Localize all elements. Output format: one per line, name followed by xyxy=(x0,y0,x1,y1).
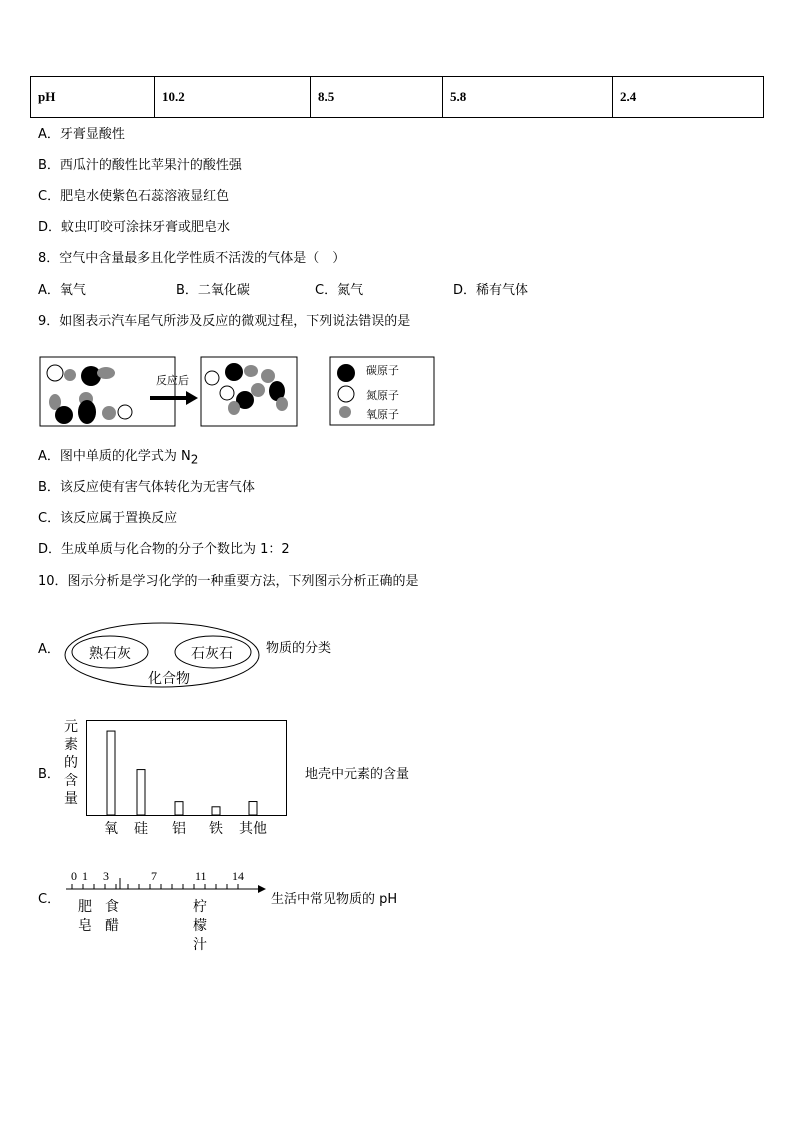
tick-label: 3 xyxy=(103,869,109,883)
table-cell: pH xyxy=(31,77,155,118)
oxygen-atom xyxy=(244,365,258,377)
q8-stem: 8．空气中含量最多且化学性质不活泼的气体是（ ） xyxy=(38,251,346,266)
q7-option-d: D．蚊虫叮咬可涂抹牙膏或肥皂水 xyxy=(38,220,231,235)
item-char: 柠 xyxy=(193,899,207,915)
q7-option-c: C．肥皂水使紫色石蕊溶液显红色 xyxy=(38,189,230,204)
x-tick-label: 氧 xyxy=(104,821,118,837)
tick-label: 14 xyxy=(232,869,244,883)
ylabel-char: 素 xyxy=(64,737,78,753)
item-char: 食 xyxy=(105,899,119,915)
q8-option-b: B．二氧化碳 xyxy=(176,283,250,298)
tick-label: 1 xyxy=(82,869,88,883)
ylabel-char: 的 xyxy=(64,755,78,771)
classification-diagram xyxy=(62,621,272,693)
q9-option-b: B．该反应使有害气体转化为无害气体 xyxy=(38,480,255,495)
oxygen-atom xyxy=(251,383,265,397)
carbon-atom xyxy=(78,400,96,424)
oxygen-atom xyxy=(102,406,116,420)
item-char: 汁 xyxy=(193,937,207,953)
q8-option-d: D．稀有气体 xyxy=(453,283,529,298)
item-char: 檬 xyxy=(193,918,207,934)
item-char: 醋 xyxy=(105,918,119,934)
ph-table xyxy=(30,76,764,118)
q7-option-b: B．西瓜汁的酸性比苹果汁的酸性强 xyxy=(38,158,242,173)
table-row xyxy=(31,77,764,118)
subscript-2: 2 xyxy=(190,452,199,467)
table-cell: 2.4 xyxy=(613,77,764,118)
carbon-atom xyxy=(225,363,243,381)
q8-option-a: A．氧气 xyxy=(38,283,86,298)
item-char: 皂 xyxy=(78,918,92,934)
chart-bar xyxy=(249,802,257,815)
tick-label: 11 xyxy=(195,869,207,883)
nitrogen-atom xyxy=(47,365,63,381)
item-char: 肥 xyxy=(78,899,92,915)
q10-option-c-caption: 生活中常见物质的 pH xyxy=(271,892,398,907)
x-tick-label: 铝 xyxy=(172,821,186,837)
legend-nitrogen: 氮原子 xyxy=(366,389,399,402)
nitrogen-legend-icon xyxy=(338,386,354,402)
ph-scale xyxy=(62,866,268,956)
q10-option-a-caption: 物质的分类 xyxy=(266,641,332,656)
chart-bar xyxy=(107,731,115,815)
x-tick-label: 硅 xyxy=(134,821,148,837)
q10-option-c-letter: C． xyxy=(38,892,61,907)
legend-carbon: 碳原子 xyxy=(366,364,399,377)
q9-stem: 9．如图表示汽车尾气所涉及反应的微观过程，下列说法错误的是 xyxy=(38,314,411,329)
table-cell: 10.2 xyxy=(155,77,311,118)
q10-option-a-letter: A． xyxy=(38,642,60,657)
oxygen-atom xyxy=(97,367,115,379)
scale-arrowhead xyxy=(258,885,266,893)
x-tick-label: 铁 xyxy=(209,821,223,837)
oxygen-atom xyxy=(228,401,240,415)
carbon-legend-icon xyxy=(337,364,355,382)
table-cell: 5.8 xyxy=(443,77,613,118)
tick-label: 0 xyxy=(71,869,77,883)
chart-bar xyxy=(137,770,145,815)
reaction-arrow xyxy=(150,391,198,405)
nitrogen-atom xyxy=(220,386,234,400)
chart-ylabel xyxy=(64,718,80,808)
oxygen-legend-icon xyxy=(339,406,351,418)
inner-label-right: 石灰石 xyxy=(191,646,233,662)
ylabel-char: 量 xyxy=(64,791,78,807)
q9-option-a-text: A．图中单质的化学式为 N xyxy=(38,449,191,464)
q10-option-b-letter: B． xyxy=(38,767,60,782)
inner-label-left: 熟石灰 xyxy=(89,646,131,662)
reaction-diagram xyxy=(38,352,438,430)
oxygen-atom xyxy=(261,369,275,383)
q10-stem: 10．图示分析是学习化学的一种重要方法，下列图示分析正确的是 xyxy=(38,574,419,589)
q9-option-d: D．生成单质与化合物的分子个数比为 1：2 xyxy=(38,542,290,557)
nitrogen-atom xyxy=(205,371,219,385)
arrow-label: 反应后 xyxy=(156,374,189,387)
carbon-atom xyxy=(55,406,73,424)
nitrogen-atom xyxy=(118,405,132,419)
ylabel-char: 元 xyxy=(64,719,78,735)
element-content-chart xyxy=(86,720,298,842)
carbon-atom xyxy=(81,366,101,386)
ylabel-char: 含 xyxy=(64,773,78,789)
q7-option-a: A．牙膏显酸性 xyxy=(38,127,125,142)
oxygen-atom xyxy=(64,369,76,381)
tick-label: 7 xyxy=(151,869,157,883)
q9-option-c: C．该反应属于置换反应 xyxy=(38,511,178,526)
x-tick-label: 其他 xyxy=(239,821,267,837)
legend-oxygen: 氧原子 xyxy=(366,408,399,421)
oxygen-atom xyxy=(276,397,288,411)
outer-label: 化合物 xyxy=(148,671,190,687)
q8-option-c: C．氮气 xyxy=(315,283,364,298)
q10-option-b-caption: 地壳中元素的含量 xyxy=(305,767,410,782)
table-cell: 8.5 xyxy=(311,77,443,118)
chart-bar xyxy=(175,802,183,815)
chart-bar xyxy=(212,807,220,815)
q9-option-a xyxy=(38,449,198,468)
